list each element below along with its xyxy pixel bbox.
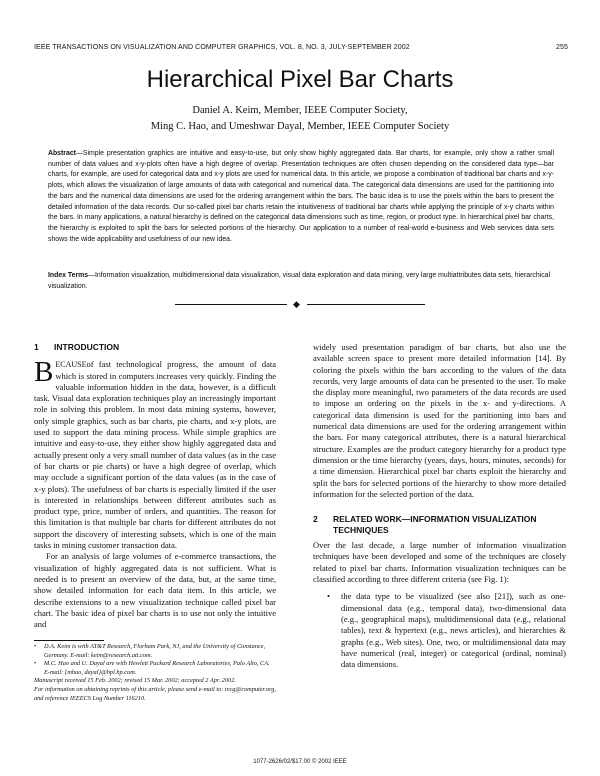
running-head — [34, 44, 568, 51]
index-terms — [48, 271, 554, 292]
author-line-2: Ming C. Hao, and Umeshwar Dayal, Member, IEEE Computer Society — [150, 121, 450, 132]
intro-paragraph-3: widely used presentation paradigm of bar charts, but also use the available screen space to present more detailed information [14]. By coloring the pixels within the bars according to the values of the data records, very large amounts of data can be presented to the user. To make the display more meaningful, two parameters of the data records are used to impose an ordering on the pixels in the x- and y-directions. A categorical data dimension is used for the partitioning into bars and numerical data dimensions are used for the ordering arrangement within the bars. For many categorical attributes, there is a natural hierarchical structure. Examples are the product category hierarchy for a product type dimension or the time hierarchy (years, days, hours, minutes, seconds) for a time dimension. Hierarchical pixel bar charts exploit the hierarchy and split the bars for selected portions of the hierarchy to show more detailed information for the selected portion of the data. — [313, 342, 566, 499]
footnote-1-text: D.A. Keim is with AT&T Research, Florham Park, NJ, and the University of Constance, Germany. E-mail: keim@research.att.com. — [44, 643, 266, 659]
index-terms-label: Index Terms — [48, 272, 89, 279]
section-separator — [175, 300, 425, 310]
section-1-heading — [34, 342, 276, 353]
separator-line-left — [175, 304, 287, 305]
author-block — [0, 103, 600, 135]
right-column — [313, 342, 566, 670]
reprint-info: For information on obtaining reprints of this article, please send e-mail to: tvcg@computer.org, and reference IEEECS Log Number 116210. — [34, 685, 276, 702]
list-item-text: the data type to be visualized (see also [21]), such as one-dimensional data (e.g., temporal data), two-dimensional data (e.g., geographical maps), multidimensional data (e.g., relational tables), text & hypertext (e.g., news articles), and hierarchies & graphs (e.g., Web sites). One, two, or multidimensional data may have numerical (real, integer) or categorical (ordinal, nominal) data dimensions. — [341, 591, 566, 670]
intro-paragraph-2: For an analysis of large volumes of e-commerce transactions, the visualization of highly aggregated data is not sufficient. What is needed is to present an overview of the data, but, at the same time, show detailed information for each data item. In this article, we describe extensions to a new visualization technique called pixel bar chart. The basic idea of pixel bar charts is to use not only the intuitive and — [34, 551, 276, 630]
separator-diamond-icon: ◆ — [293, 299, 300, 309]
section-2-title-line-1: RELATED WORK—INFORMATION VISUALIZATION — [333, 514, 537, 525]
section-2-title-line-2: TECHNIQUES — [333, 525, 389, 536]
index-terms-text: —Information visualization, multidimensional data visualization, visual data exploration and data mining, very large multiattributes data sets, hierarchical visualization. — [48, 272, 551, 290]
footnote-bullet-icon: • — [34, 660, 37, 668]
related-work-paragraph: Over the last decade, a large number of information visualization techniques have been developed and some of the techniques are closely related to pixel bar charts. Information visualization techniques can be classified according to three different criteria (see Fig. 1): — [313, 540, 566, 585]
lead-word: ECAUSE — [55, 360, 87, 370]
abstract-text: —Simple presentation graphics are intuitive and easy-to-use, but only show highly aggregated data. Bar charts, for example, only show a rather small number of data values and x-y-plots often have a high degree of overlap. Presentation techniques are often chosen depending on the considered data type—bar charts, for example, are used for categorical data and x-y plots are used for numerical data. In this article, we propose a combination of traditional bar charts and x-y-plots, which allows the visualization of large amounts of data with categorical and numerical data. The categorical data dimensions are used for the partitioning into the bars and the numerical data dimensions are used for the ordering arrangement within the bars. The basic idea is to use the pixels within the bars to present the detailed information of the data records. Our so-called pixel bar charts retain the intuitiveness of traditional bar charts while applying the principle of x-y charts within the bars. In many applications, a natural hierarchy is defined on the categorical data dimensions such as time, region, or product type. In hierarchical pixel bar charts, the hierarchy is exploited to split the bars for selected portions of the hierarchy. Our application to a number of real-world e-business and Web services data sets shows the wide applicability and usefulness of our new idea. — [48, 150, 554, 243]
copyright-footer: 1077-2626/02/$17.00 © 2002 IEEE — [253, 759, 347, 765]
journal-info: IEEE TRANSACTIONS ON VISUALIZATION AND COMPUTER GRAPHICS, VOL. 8, NO. 3, JULY-SEPTEMBER 2002 — [34, 44, 410, 51]
page-number: 255 — [556, 44, 568, 51]
intro-paragraph-1 — [34, 356, 276, 551]
section-2-number: 2 — [313, 514, 318, 525]
section-2-heading — [313, 514, 566, 536]
abstract-label: Abstract — [48, 150, 76, 157]
manuscript-dates: Manuscript received 15 Feb. 2002; revised 15 Mar. 2002; accepted 2 Apr. 2002. — [34, 677, 236, 685]
drop-cap: B — [34, 356, 54, 389]
author-line-1: Daniel A. Keim, Member, IEEE Computer Society, — [192, 105, 408, 116]
footnote-1 — [34, 643, 276, 660]
separator-line-right — [307, 304, 425, 305]
footnotes — [34, 643, 276, 703]
section-1-title: INTRODUCTION — [54, 342, 120, 352]
bullet-icon: • — [327, 591, 330, 602]
left-column — [34, 342, 276, 630]
intro-paragraph-1-text: of fast technological progress, the amount of data which is stored in computers increases very quickly. Finding the valuable information hidden in the data, however, is a difficult task. Visual data exploration techniques play an increasingly important role in solving this problem. In most data mining systems, however, only simple graphics, such as bar charts, pie charts, and x-y plots, are used to support the data mining process. While simple graphics are intuitive and easy-to-use, they either show highly aggregated data and actually present only a very small number of data values (as in the case of bar charts or pie charts) or have a high degree of overlap, which may occlude a significant portion of the data values (as in the case of x-y plots). The usefulness of bar charts is especially limited if the user is interested in relationships between different attributes such as product type, price, number of orders, and quantities. The reason for this limitation is that multiple bar charts for different attributes do not support the discovery of interesting subsets, which is one of the main tasks in mining customer transaction data. — [34, 359, 276, 551]
footnote-2 — [34, 660, 276, 677]
section-1-number: 1 — [34, 342, 39, 352]
footnote-2-text: M.C. Hao and U. Dayal are with Hewlett Packard Research Laboratories, Palo Alto, CA. E-mail: {mhao, dayal}@hpl.hp.com. — [44, 660, 270, 676]
paper-title: Hierarchical Pixel Bar Charts — [146, 66, 454, 93]
abstract — [48, 149, 554, 245]
footnote-bullet-icon: • — [34, 643, 37, 650]
footnote-rule — [34, 640, 104, 641]
list-item — [313, 591, 566, 670]
